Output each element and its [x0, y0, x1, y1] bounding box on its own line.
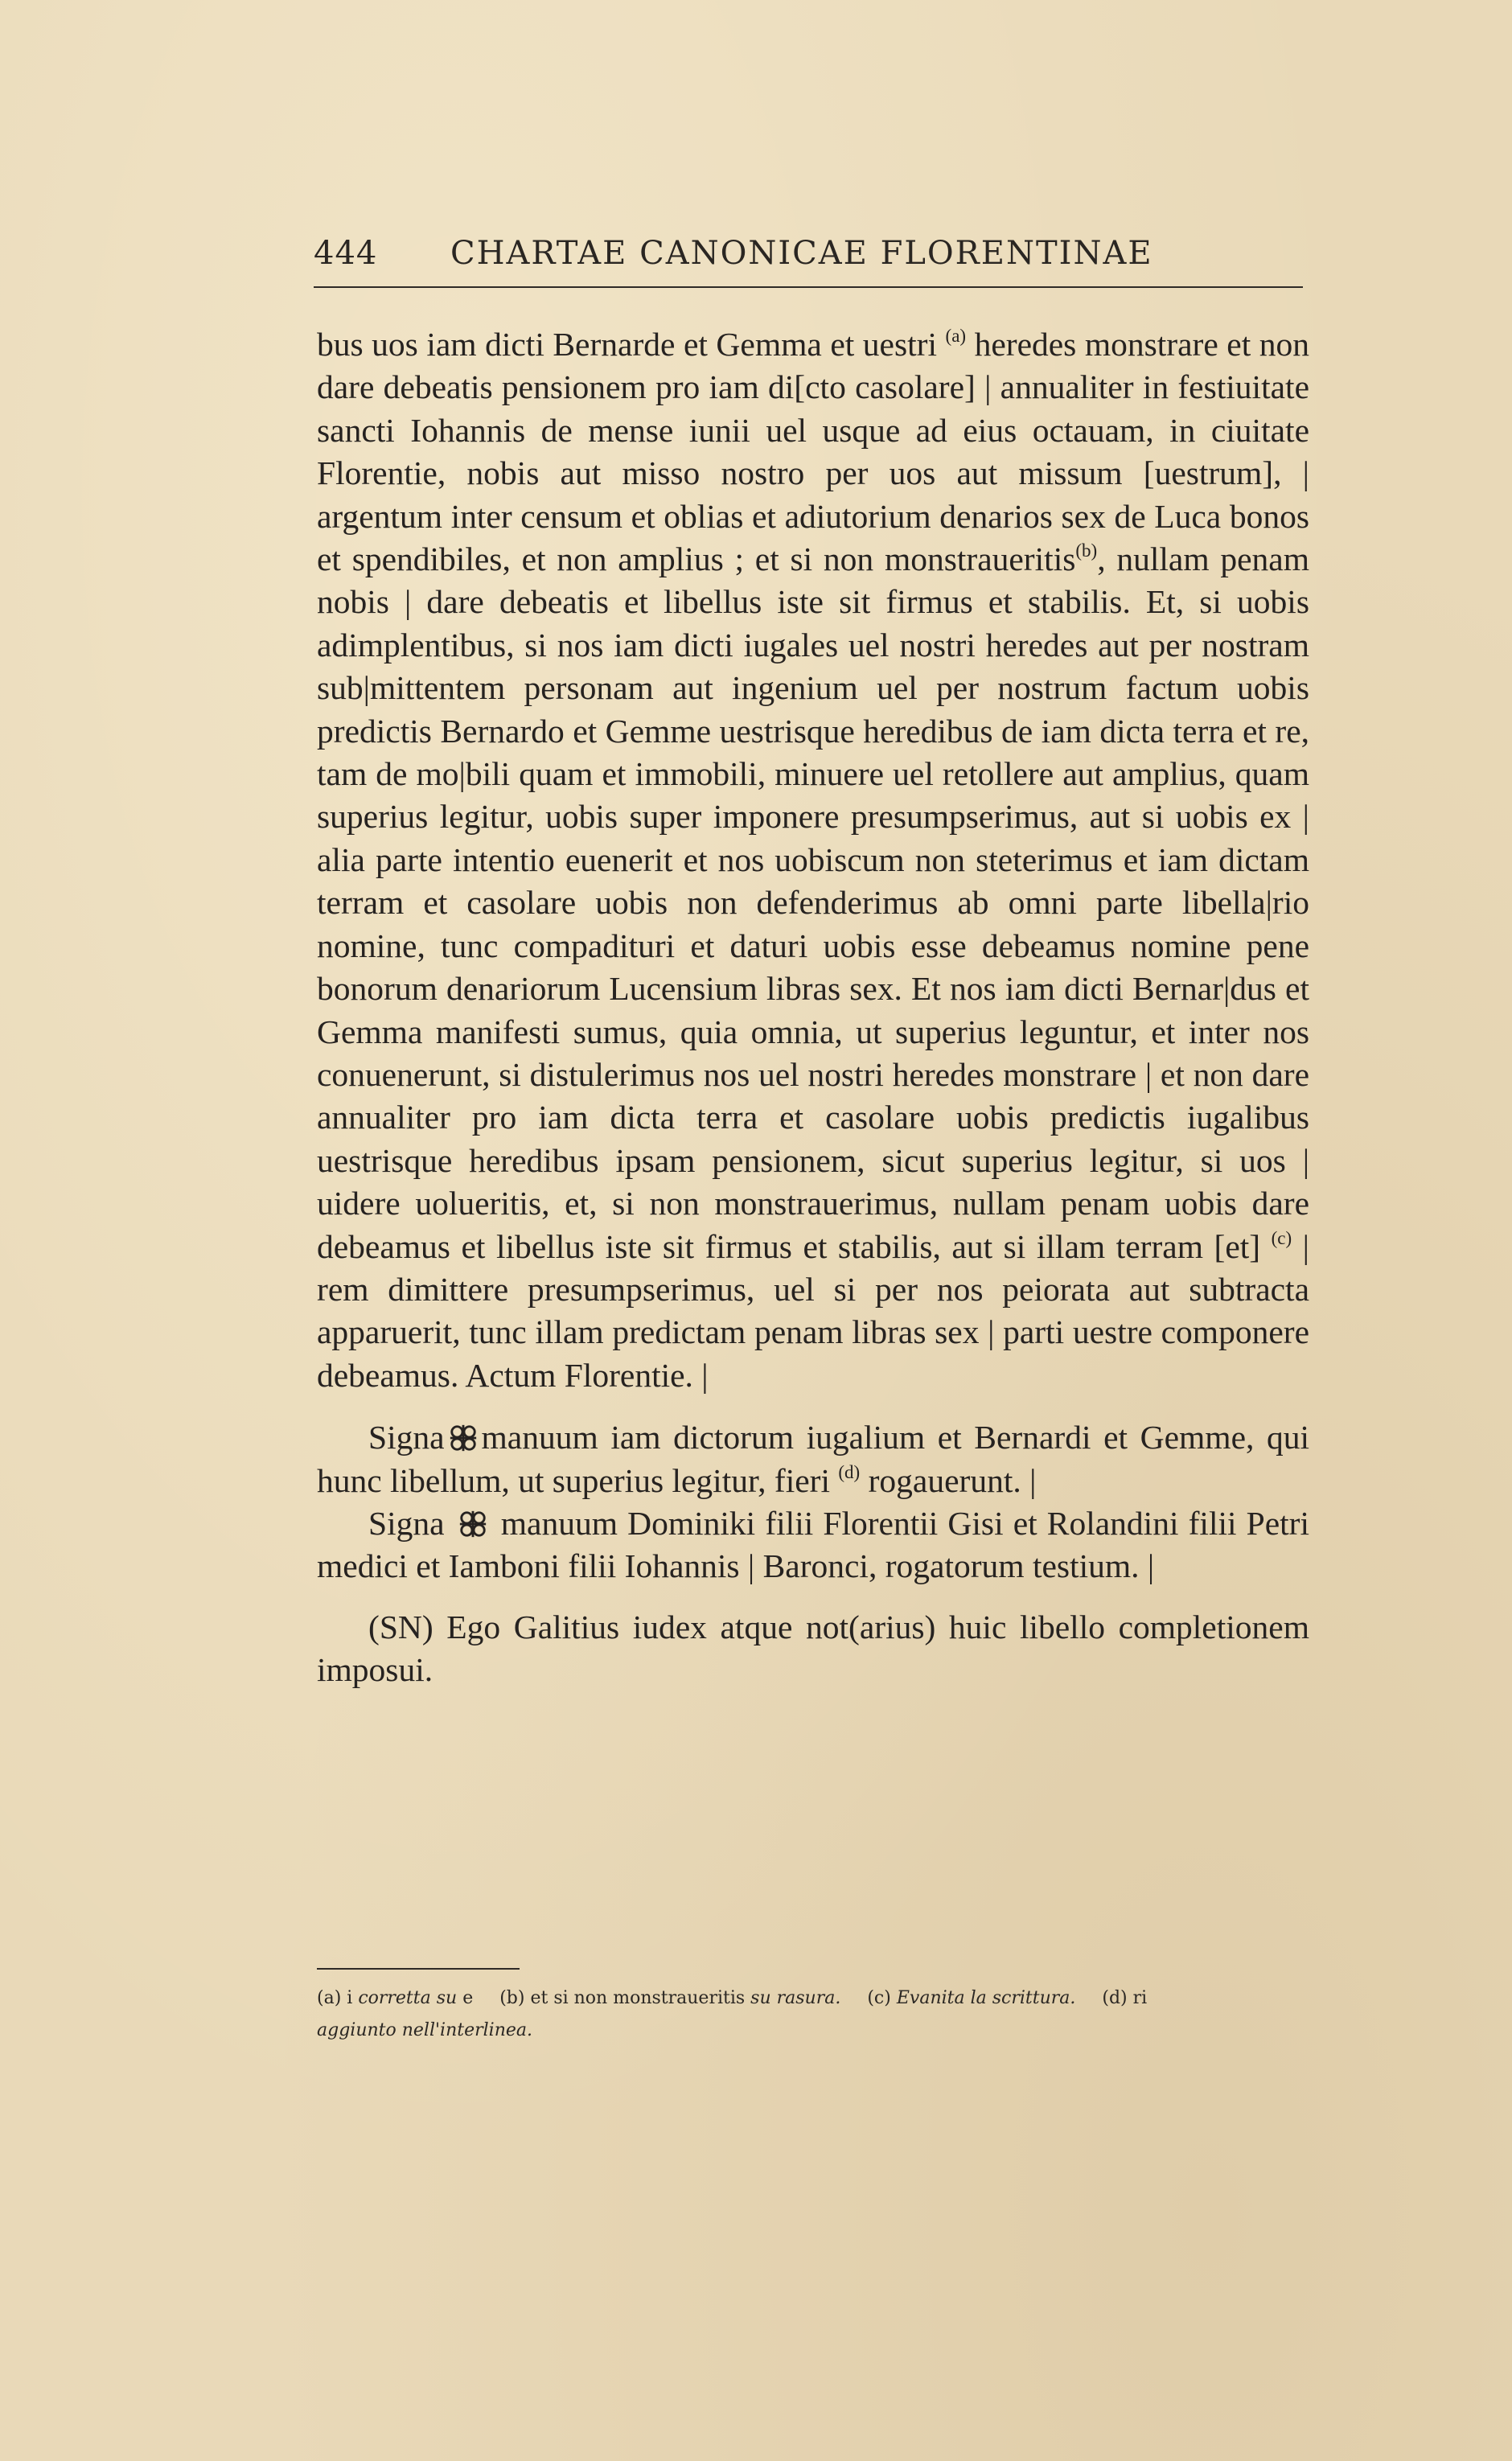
footnotes — [317, 1982, 1314, 2047]
text-run: manuum Dominiki filii Florentii Gisi et Rolandini filii Petri medici et Iamboni filii Iohannis | Baronci, rogatorum testium. | — [317, 1504, 1310, 1585]
footnote-b — [499, 1988, 840, 2008]
footnote-label: (d) ri — [1102, 1988, 1148, 2008]
footnote-text: Evanita la scrittura. — [896, 1988, 1076, 2008]
signum-cross-icon — [448, 1423, 479, 1453]
footnote-a — [317, 1988, 473, 2008]
main-text — [317, 323, 1309, 1692]
footnote-ref-d: (d) — [838, 1461, 861, 1482]
text-run: rogauerunt. | — [860, 1461, 1037, 1499]
paragraph-signa-iugalium — [317, 1416, 1309, 1502]
text-run: | rem dimittere presumpserimus, uel si per nos peiorata aut subtracta apparuerit, tunc illam predictam penam libras sex | parti uestre componere debeamus. Actum Florentie. | — [317, 1227, 1309, 1394]
footnote-text: e — [462, 1988, 474, 2008]
text-run: Signa — [368, 1504, 445, 1542]
text-run: , nullam penam nobis | dare debeatis et libellus iste sit firmus et stabilis. Et, si uobis adimplentibus, si nos iam dicti iugales uel nostri heredes aut per nostram sub|mittentem personam aut ingenium uel per nostrum factum uobis predictis Bernardo et Gemme uestrisque heredibus de iam dicta terra et re, tam de mo|bili quam et immobili, minuere uel retollere aut amplius, quam superius legitur, uobis super imponere presumpserimus, aut si uobis ex | alia parte intentio euenerit et nos uobiscum non steterimus et iam dictam terram et casolare uobis non defenderimus ab omni parte libella|rio nomine, tunc compadituri et daturi uobis esse debeamus nomine pene bonorum denariorum Lucensium libras sex. Et nos iam dicti Bernar|dus et Gemma manifesti sumus, quia omnia, ut superius leguntur, et inter nos conuenerunt, si distulerimus nos uel nostri heredes monstrare | et non dare annualiter pro iam dicta terra et casolare uobis predictis iugalibus uestrisque heredibus ipsam pensionem, sicut superius legitur, si uos | uidere uolueritis, et, si non monstrauerimus, nullam penam uobis dare debeamus et libellus iste sit firmus et stabilis, aut si illam terram [et] — [317, 540, 1309, 1265]
text-run: heredes monstrare et non dare debeatis pensionem pro iam di[cto casolare] | annualiter in festiuitate sancti Iohannis de mense iunii uel usque ad eius octauam, in ciuitate Florentie, nobis aut misso nostro per uos aut missum [uestrum], | argentum inter censum et oblias et adiutorium denarios sex de Luca bonos et spendibiles, et non amplius ; et si non monstraueritis — [317, 326, 1310, 578]
footnote-c — [867, 1988, 1075, 2008]
text-run: manuum iam dictorum iugalium et Bernardi et Gemme, qui hunc libellum, ut superius legitur, fieri — [317, 1419, 1309, 1499]
footnote-ref-c: (c) — [1271, 1227, 1292, 1248]
text-run: Signa — [368, 1419, 445, 1456]
header-rule — [314, 286, 1303, 288]
text-run: bus uos iam dicti Bernarde et Gemma et uestri — [317, 326, 937, 363]
footnote-ref-b: (b) — [1075, 540, 1098, 561]
page-header — [314, 235, 1303, 283]
footnote-label: (a) i — [317, 1988, 353, 2008]
signum-cross-icon — [458, 1509, 488, 1539]
footnote-label: (b) et si non monstraueritis — [499, 1988, 746, 2008]
page-number: 444 — [314, 235, 378, 272]
footnote-text: aggiunto nell'interlinea. — [317, 2020, 532, 2040]
footnote-label: (c) — [867, 1988, 891, 2008]
footnote-text: corretta su — [358, 1988, 458, 2008]
footnote-text: su rasura. — [750, 1988, 841, 2008]
paragraph-charter — [317, 323, 1309, 1397]
paragraph-notary-subscription: (SN) Ego Galitius iudex atque not(arius) huic libello completionem imposui. — [317, 1608, 1309, 1689]
footnote-ref-a: (a) — [945, 326, 967, 346]
running-title: CHARTAE CANONICAE FLORENTINAE — [450, 235, 1153, 272]
footnote-rule — [317, 1968, 520, 1970]
paragraph-signa-testium — [317, 1502, 1309, 1588]
